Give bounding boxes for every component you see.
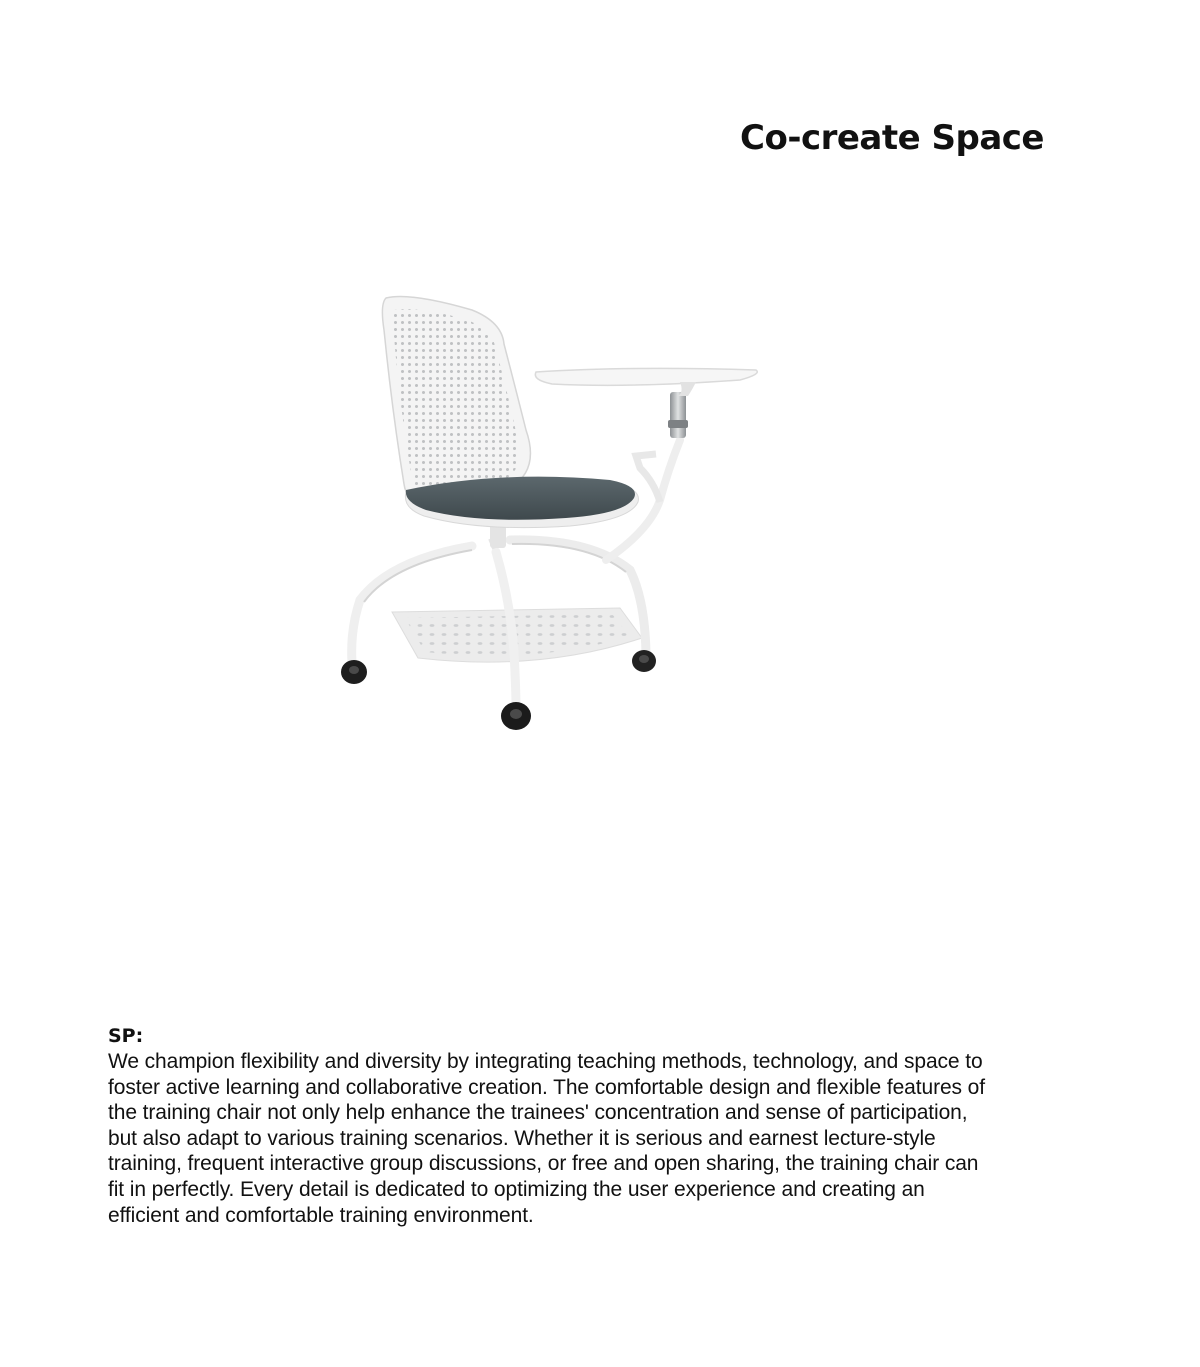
wheel-left: [341, 660, 367, 684]
page-title: Co-create Space: [740, 118, 1044, 158]
writing-tablet: [535, 368, 757, 385]
description-paragraph: We champion flexibility and diversity by integrating teaching methods, technology, and space to foster active learning and collaborative creation. The comfortable design and flexible features of the training chair not only help enhance the trainees' concentration and sense of participation, but also adapt to various training scenarios. Whether it is serious and earnest lecture-style training, frequent interactive group discussions, or free and open sharing, the training chair can fit in perfectly. Every detail is dedicated to optimizing the user experience and creating an efficient and comfortable training environment.: [108, 1050, 985, 1227]
tablet-hinge: [670, 392, 686, 438]
product-image: [210, 270, 790, 770]
wheel-front: [501, 702, 531, 730]
wheel-right: [632, 650, 656, 672]
chair-icon: [210, 270, 790, 770]
description-block: [108, 1024, 988, 1228]
section-label: SP:: [108, 1025, 144, 1047]
